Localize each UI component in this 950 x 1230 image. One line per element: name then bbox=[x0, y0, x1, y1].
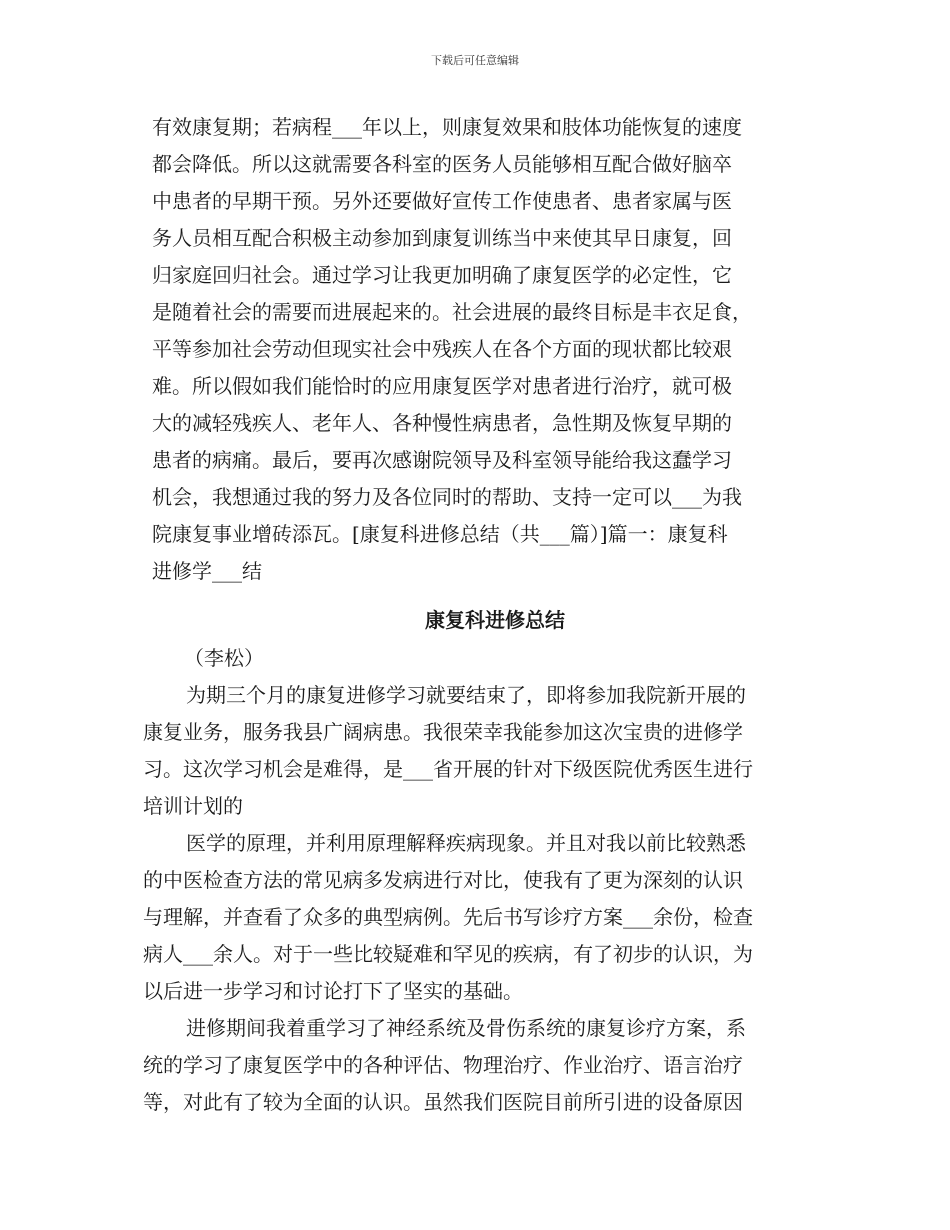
text-line: 进修学___结 bbox=[152, 559, 262, 583]
text-line: 务人员相互配合积极主动参加到康复训练当中来使其早日康复，回 bbox=[152, 226, 732, 250]
text-line: 患者的病痛。最后，要再次感谢院领导及科室领导能给我这蠢学习 bbox=[152, 448, 732, 472]
text-line: 进修期间我着重学习了神经系统及骨伤系统的康复诊疗方案，系 bbox=[186, 1016, 746, 1040]
text-line: 以后进一步学习和讨论打下了坚实的基础。 bbox=[143, 979, 523, 1003]
text-line: 统的学习了康复医学中的各种评估、物理治疗、作业治疗、语言治疗 bbox=[143, 1053, 743, 1077]
text-line: 平等参加社会劳动但现实社会中残疾人在各个方面的现状都比较艰 bbox=[152, 337, 732, 361]
text-line: 医学的原理，并利用原理解释疾病现象。并且对我以前比较熟悉 bbox=[186, 831, 746, 855]
text-line: 是随着社会的需要而进展起来的。社会进展的最终目标是丰衣足食， bbox=[152, 300, 752, 324]
text-line: 与理解，并查看了众多的典型病例。先后书写诊疗方案___余份，检查 bbox=[143, 905, 753, 929]
text-line: 归家庭回归社会。通过学习让我更加明确了康复医学的必定性，它 bbox=[152, 263, 732, 287]
author-line: （李松） bbox=[184, 646, 264, 670]
text-line: 培训计划的 bbox=[143, 794, 243, 818]
text-line: 院康复事业增砖添瓦。[康复科进修总结（共___篇）]篇一：康复科 bbox=[152, 522, 728, 546]
text-line: 为期三个月的康复进修学习就要结束了，即将参加我院新开展的 bbox=[186, 683, 746, 707]
text-line: 的中医检查方法的常见病多发病进行对比，使我有了更为深刻的认识 bbox=[143, 868, 743, 892]
text-line: 康复业务，服务我县广阔病患。我很荣幸我能参加这次宝贵的进修学 bbox=[143, 720, 743, 744]
text-line: 病人___余人。对于一些比较疑难和罕见的疾病，有了初步的认识，为 bbox=[143, 942, 753, 966]
text-line: 机会，我想通过我的努力及各位同时的帮助、支持一定可以___为我 bbox=[152, 485, 742, 509]
text-line: 习。这次学习机会是难得，是___省开展的针对下级医院优秀医生进行 bbox=[143, 757, 753, 781]
text-line: 大的减轻残疾人、老年人、各种慢性病患者，急性期及恢复早期的 bbox=[152, 411, 732, 435]
text-line: 难。所以假如我们能恰时的应用康复医学对患者进行治疗，就可极 bbox=[152, 374, 732, 398]
text-line: 有效康复期；若病程___年以上，则康复效果和肢体功能恢复的速度 bbox=[152, 115, 742, 139]
text-line: 中患者的早期干预。另外还要做好宣传工作使患者、患者家属与医 bbox=[152, 189, 732, 213]
page-header: 下载后可任意编辑 bbox=[431, 54, 519, 67]
text-line: 等，对此有了较为全面的认识。虽然我们医院目前所引进的设备原因 bbox=[143, 1090, 743, 1114]
section-title: 康复科进修总结 bbox=[425, 608, 565, 632]
text-line: 都会降低。所以这就需要各科室的医务人员能够相互配合做好脑卒 bbox=[152, 152, 732, 176]
